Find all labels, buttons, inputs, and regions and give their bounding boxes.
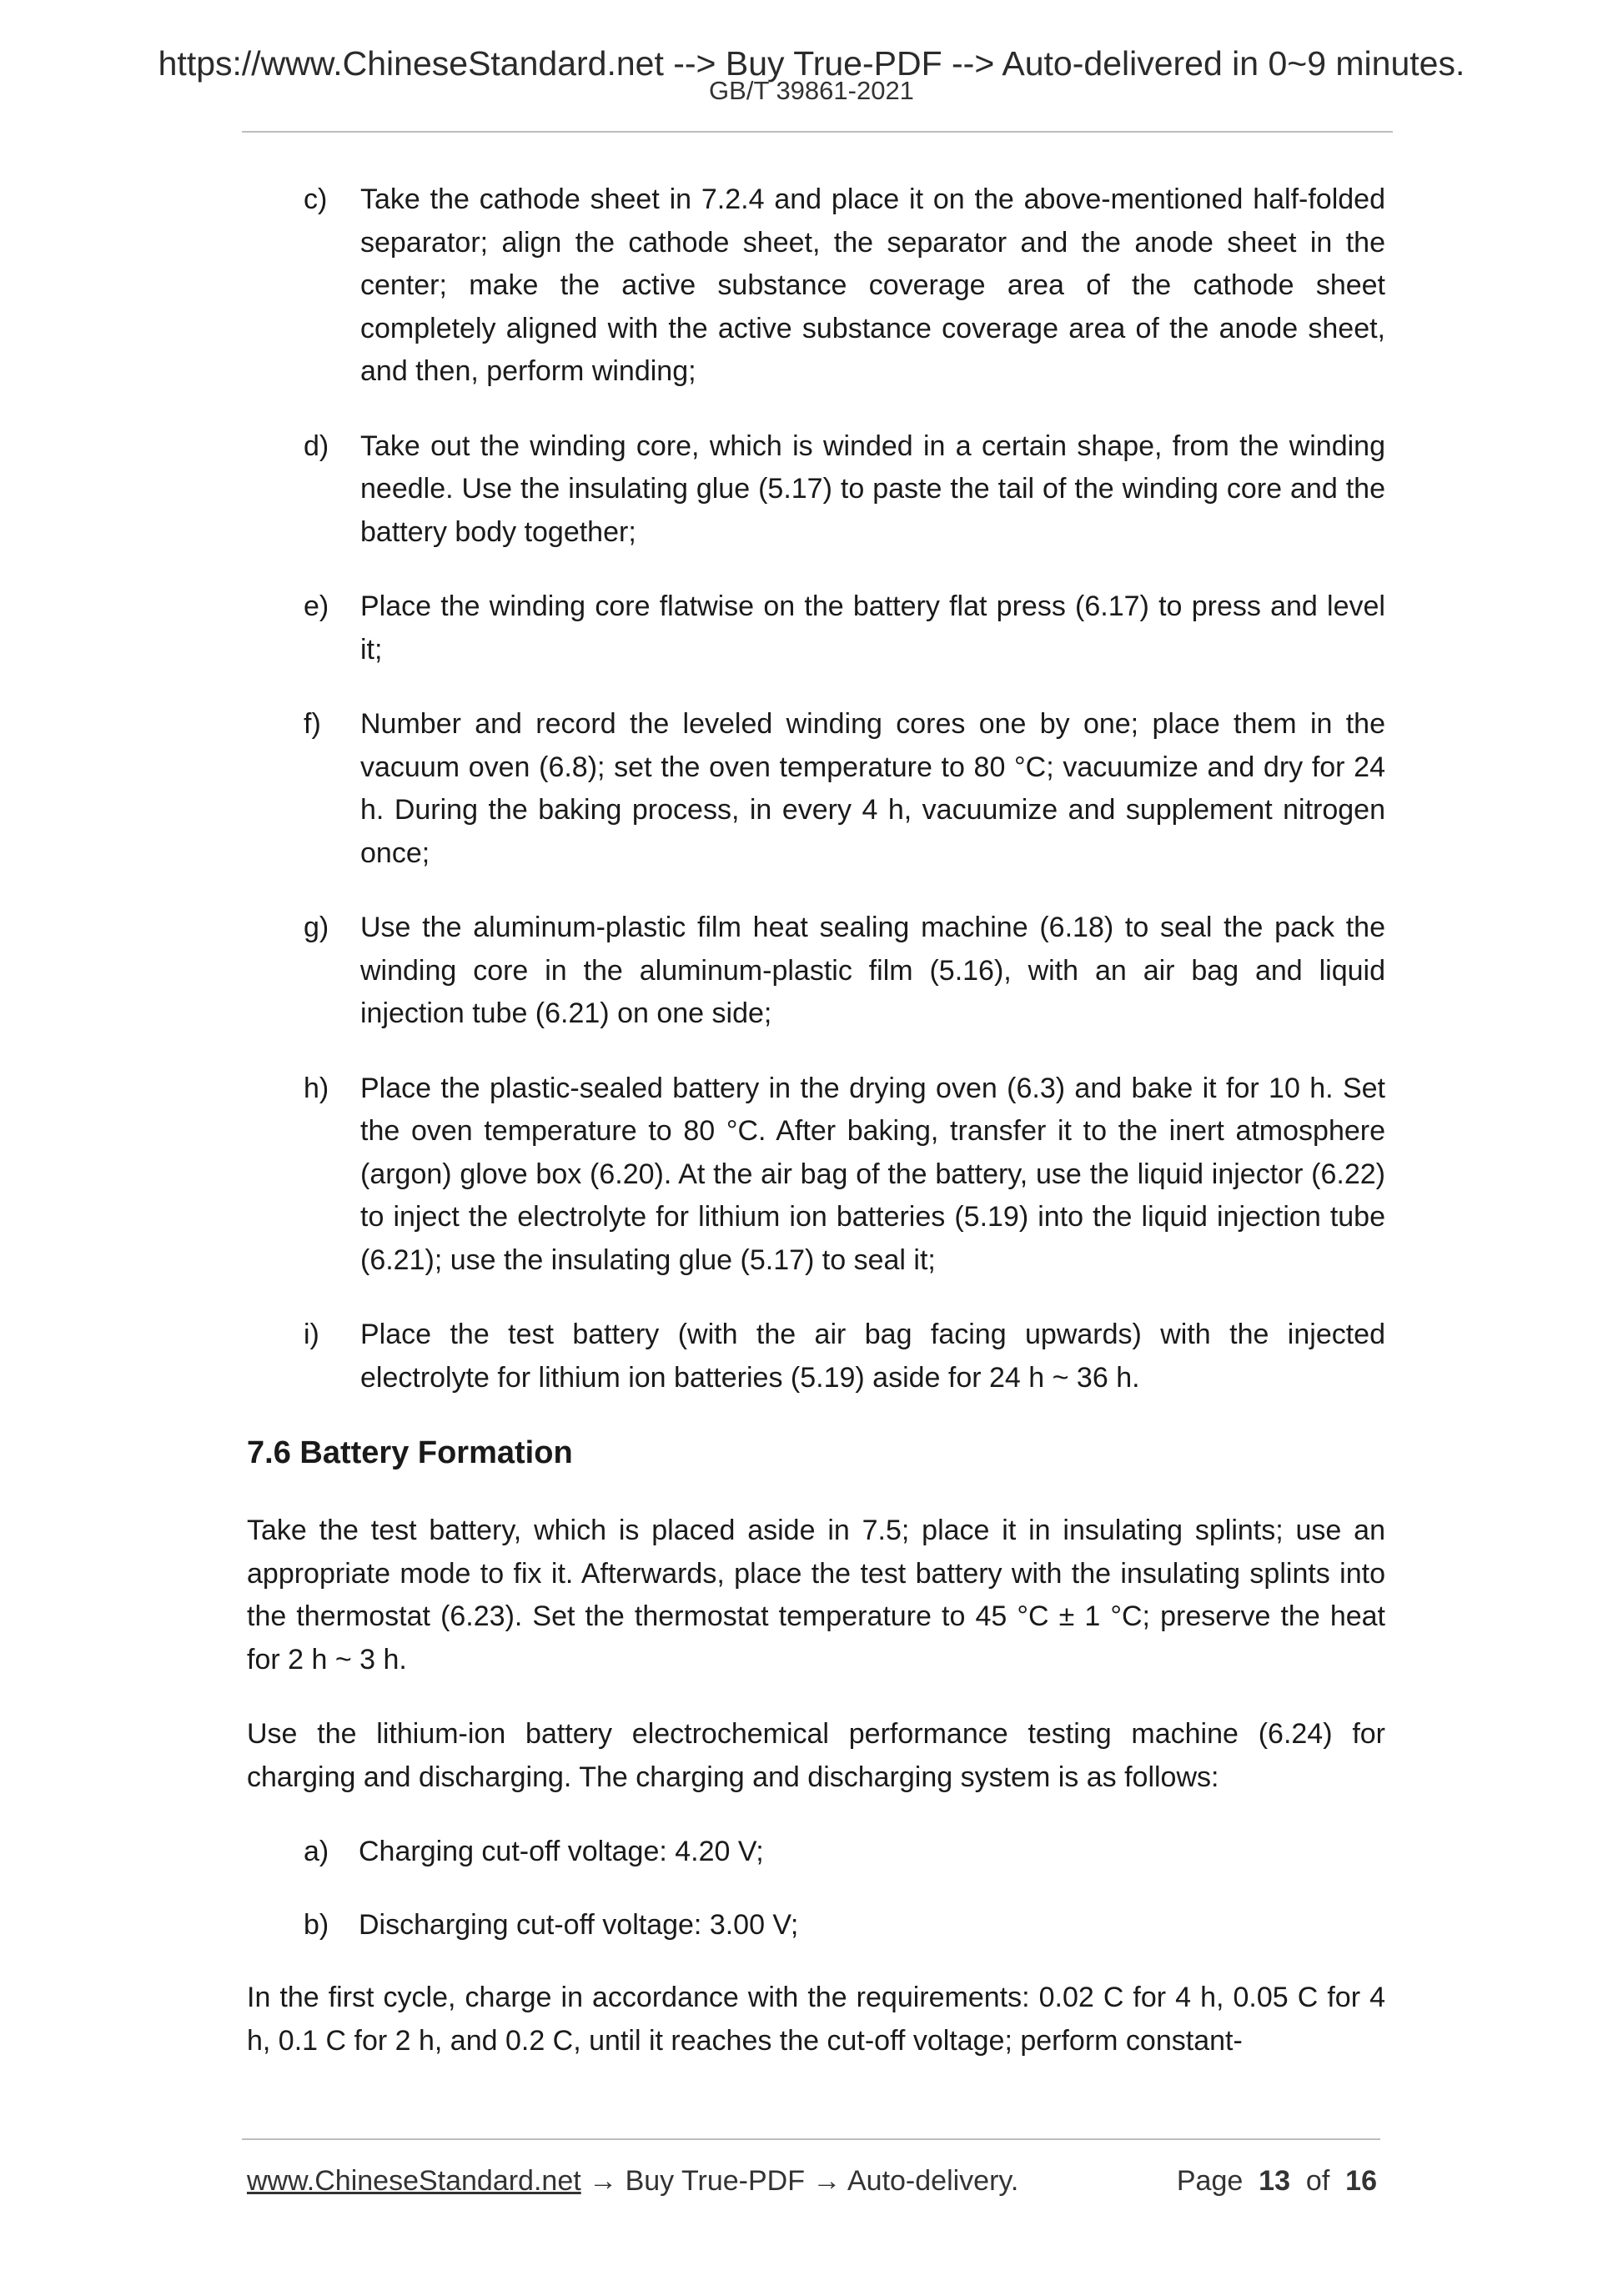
list-item-text: Use the aluminum-plastic film heat sealing machine (6.18) to seal the pack the winding core in the aluminum-plastic film (5.16), with an air bag and liquid injection tube (6.21) on one side;	[360, 912, 1385, 1029]
header-divider	[242, 131, 1393, 133]
list-marker: e)	[304, 590, 329, 622]
list-item-f	[304, 703, 1385, 875]
paragraph-testing-machine: Use the lithium-ion battery electrochemical performance testing machine (6.24) for charging and discharging. The charging and discharging system is as follows:	[247, 1718, 1385, 1793]
site-link[interactable]: www.ChineseStandard.net	[247, 2165, 581, 2197]
of-word: of	[1305, 2165, 1330, 2197]
list-item-b	[304, 1904, 1385, 1947]
list-item-i	[304, 1314, 1385, 1399]
list-marker: d)	[304, 430, 329, 462]
list-item-text: Place the plastic-sealed battery in the drying oven (6.3) and bake it for 10 h. Set the oven temperature to 80 °C. After baking, transfer it to the inert atmosphere (argon) glove box (6.20). At the air bag of the battery, use the liquid injector (6.22) to inject the electrolyte for lithium ion batteries (5.19) into the liquid injection tube (6.21); use the insulating glue (5.17) to seal it;	[360, 1072, 1385, 1276]
page-body	[247, 178, 1385, 2094]
list-item-e	[304, 585, 1385, 671]
list-item-text: Charging cut-off voltage: 4.20 V;	[359, 1836, 764, 1867]
paragraph-intro: Take the test battery, which is placed aside in 7.5; place it in insulating splints; use an appropriate mode to fix it. Afterwards, place the test battery with the insulating splints into the thermostat (6.23). Set the thermostat temperature to 45 °C ± 1 °C; preserve the heat for 2 h ~ 3 h.	[247, 1515, 1385, 1676]
page-word: Page	[1176, 2165, 1244, 2197]
list-item-text: Take the cathode sheet in 7.2.4 and place it on the above-mentioned half-folded separator; align the cathode sheet, the separator and the anode sheet in the center; make the active substance coverage area of the cathode sheet completely aligned with the active substance coverage area of the anode sheet, and then, perform winding;	[360, 183, 1385, 387]
list-marker: c)	[304, 183, 328, 215]
footer-divider	[242, 2138, 1380, 2140]
list-marker: i)	[304, 1319, 319, 1350]
list-item-a	[304, 1831, 1385, 1874]
list-marker: h)	[304, 1072, 329, 1104]
paragraph-first-cycle: In the first cycle, charge in accordance with the requirements: 0.02 C for 4 h, 0.05 C for 4 h, 0.1 C for 2 h, and 0.2 C, until it reaches the cut-off voltage; perform constant-	[247, 1982, 1385, 2057]
list-item-text: Number and record the leveled winding cores one by one; place them in the vacuum oven (6.8); set the oven temperature to 80 °C; vacuumize and dry for 24 h. During the baking process, in every 4 h, vacuumize and supplement nitrogen once;	[360, 708, 1385, 869]
list-item-text: Place the test battery (with the air bag facing upwards) with the injected electrolyte for lithium ion batteries (5.19) aside for 24 h ~ 36 h.	[360, 1319, 1385, 1394]
list-item-h	[304, 1068, 1385, 1283]
list-marker: a)	[304, 1836, 329, 1867]
list-item-text: Take out the winding core, which is winded in a certain shape, from the winding needle. Use the insulating glue (5.17) to paste the tail of the winding core and the battery body together;	[360, 430, 1385, 548]
footer-left	[247, 2160, 1018, 2202]
list-item-g	[304, 907, 1385, 1036]
top-banner: https://www.ChineseStandard.net --> Buy True-PDF --> Auto-delivered in 0~9 minutes.	[158, 44, 1465, 83]
list-item-d	[304, 425, 1385, 555]
list-item-c	[304, 178, 1385, 394]
standard-code: GB/T 39861-2021	[709, 76, 914, 105]
list-marker: b)	[304, 1908, 329, 1941]
footer-tagline: → Buy True-PDF → Auto-delivery.	[580, 2165, 1019, 2197]
page-number: 13	[1259, 2165, 1290, 2197]
page-total: 16	[1345, 2165, 1377, 2197]
section-heading: 7.6 Battery Formation	[247, 1435, 573, 1470]
page-indicator	[1177, 2160, 1377, 2202]
list-item-text: Place the winding core flatwise on the battery flat press (6.17) to press and level it;	[360, 590, 1385, 666]
page-footer	[247, 2160, 1377, 2202]
list-marker: g)	[304, 912, 329, 943]
list-marker: f)	[304, 708, 321, 740]
list-item-text: Discharging cut-off voltage: 3.00 V;	[359, 1908, 799, 1941]
